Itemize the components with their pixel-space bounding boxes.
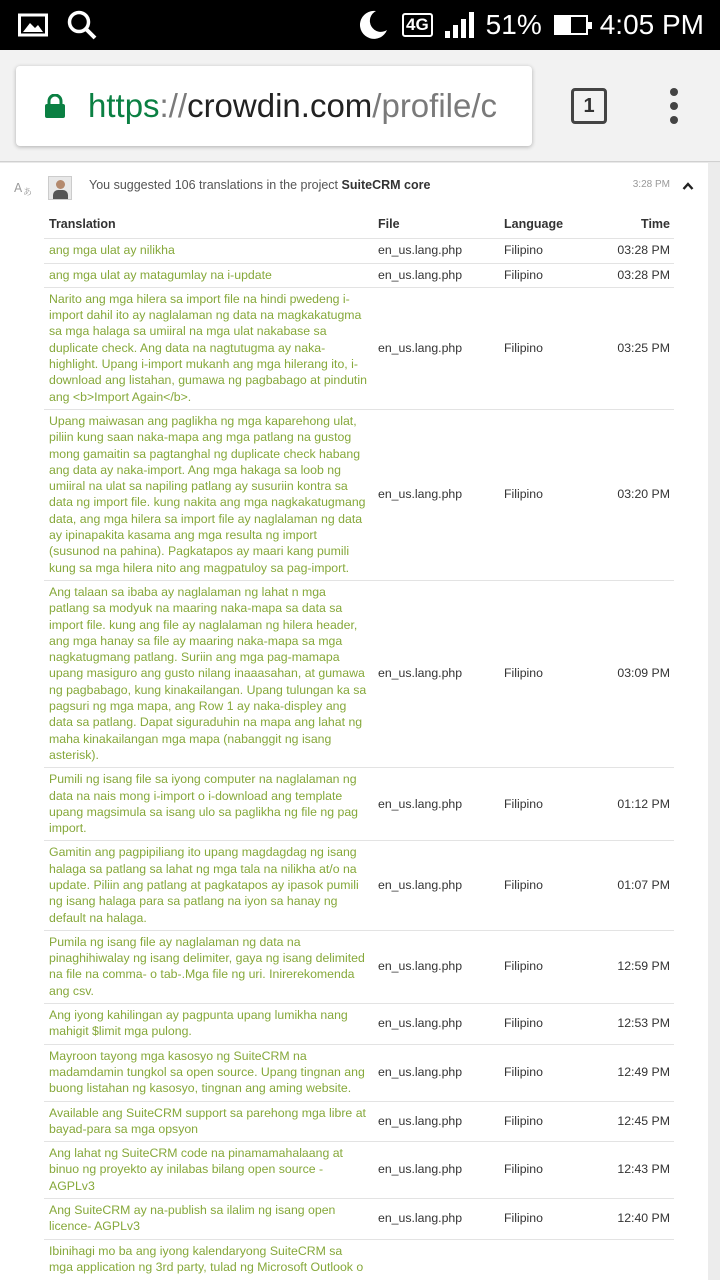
- header-translation: Translation: [49, 217, 116, 231]
- time-cell: 12:49 PM: [604, 1044, 674, 1101]
- header-language: Language: [504, 217, 564, 231]
- translation-cell[interactable]: Ang SuiteCRM ay na-publish sa ilalim ng isang open licence- AGPLv3: [44, 1199, 373, 1240]
- chevron-up-icon[interactable]: [682, 180, 694, 192]
- language-cell: Filipino: [499, 930, 604, 1003]
- language-cell: Filipino: [499, 239, 604, 263]
- translations-table: [44, 207, 674, 1279]
- translate-icon: [14, 179, 34, 197]
- time-cell: 01:07 PM: [604, 841, 674, 930]
- time-cell: 01:12 PM: [604, 768, 674, 841]
- moon-icon: [356, 8, 390, 42]
- status-right: [356, 0, 704, 50]
- url-text: [88, 86, 497, 126]
- activity-message: [89, 178, 430, 192]
- status-left: [18, 0, 98, 50]
- url-path: /profile/c: [372, 87, 498, 124]
- header-time: Time: [641, 217, 670, 231]
- time-cell: 03:09 PM: [604, 580, 674, 767]
- table-row: [44, 1101, 674, 1142]
- avatar[interactable]: [48, 176, 72, 200]
- page-content: [0, 163, 720, 1280]
- translation-cell[interactable]: Gamitin ang pagpipiliang ito upang magdagdag ng isang halaga sa patlang sa lahat ng mga tala na nilikha at/o na update. Piliin ang patlang at pagkatapos ay ipasok pumili ng isang halaga para sa patlang na iyon sa hanay ng default na halaga.: [44, 841, 373, 930]
- file-cell: en_us.lang.php: [373, 1004, 499, 1045]
- signal-icon: [445, 12, 474, 38]
- time-cell: 03:28 PM: [604, 239, 674, 263]
- language-cell: Filipino: [499, 768, 604, 841]
- file-cell: en_us.lang.php: [373, 239, 499, 263]
- menu-dot: [670, 102, 678, 110]
- file-cell: en_us.lang.php: [373, 409, 499, 580]
- file-cell: en_us.lang.php: [373, 1044, 499, 1101]
- table-row: [44, 1142, 674, 1199]
- file-cell: en_us.lang.php: [373, 263, 499, 287]
- time-cell: 12:53 PM: [604, 1004, 674, 1045]
- header-file: File: [378, 217, 400, 231]
- time-cell: 03:20 PM: [604, 409, 674, 580]
- file-cell: en_us.lang.php: [373, 1142, 499, 1199]
- translation-cell[interactable]: Pumili ng isang file sa iyong computer na naglalaman ng data na nais mong i-import o i-download ang template upang magsimula sa isang ulo sa paglikha ng file ng pag import.: [44, 768, 373, 841]
- battery-fill: [556, 17, 571, 33]
- svg-text:A: A: [14, 181, 23, 195]
- table-row: [44, 841, 674, 930]
- table-row: [44, 580, 674, 767]
- translation-cell[interactable]: Upang maiwasan ang paglikha ng mga kaparehong ulat, piliin kung saan naka-mapa ang mga patlang na gustog mong gamaitin sa pagtanghal ng duplicate check habang ang data ay naka-import. Ang mga hakaga sa loob ng umiiral na ulat sa napiling patlang ay susuriin kontra sa data ng import file. kung nakita ang mga nagkakatugmang data, ang mga hilera sa import file ay naglalaman ng data ay ipinapakita kasama ang mga resulta ng import (susunod na pahina). Pagkatapos ay maari kang pumili kung sa mga hilera nito ang magpatuloy sa pag-import.: [44, 409, 373, 580]
- language-cell: Filipino: [499, 1142, 604, 1199]
- table-row: [44, 930, 674, 1003]
- table-row: [44, 1044, 674, 1101]
- language-cell: Filipino: [499, 841, 604, 930]
- activity-message-text: You suggested 106 translations in the project: [89, 178, 339, 192]
- time-cell: 12:40 PM: [604, 1199, 674, 1240]
- language-cell: [499, 1239, 604, 1279]
- translation-cell[interactable]: Available ang SuiteCRM support sa parehong mga libre at bayad-para sa mga opsyon: [44, 1101, 373, 1142]
- address-bar[interactable]: [16, 66, 532, 146]
- lock-icon: [44, 94, 66, 118]
- time-cell: 03:25 PM: [604, 287, 674, 409]
- menu-dot: [670, 88, 678, 96]
- file-cell: en_us.lang.php: [373, 841, 499, 930]
- file-cell: en_us.lang.php: [373, 287, 499, 409]
- url-scheme: https: [88, 87, 160, 124]
- overflow-menu-button[interactable]: [664, 88, 684, 124]
- status-bar: [0, 0, 720, 50]
- language-cell: Filipino: [499, 1101, 604, 1142]
- right-gutter: [708, 163, 720, 1280]
- language-cell: Filipino: [499, 1004, 604, 1045]
- translation-cell[interactable]: Ang talaan sa ibaba ay naglalaman ng lahat n mga patlang sa modyuk na maaring naka-mapa sa data sa import file. kung ang file ay naglalaman ng hilera header, ang mga hanay sa file ay maaring naka-mapa sa mga nagkatugmang patlang. Suriin ang mga pag-mamapa upang masiguro ang gusto nilang inaaasahan, at gumawa ng pagbabago, kung kinakailangan. Upang tulungan ka sa pagsuri ng mga mapa, ang Row 1 ay naka-displey ang data sa patlang. Dapat siguraduhin na mapa ang lahat ng maha kinakailangan mga mapa (nabanggit ng isang asterisk).: [44, 580, 373, 767]
- time-cell: [604, 1239, 674, 1279]
- url-host: crowdin.com: [187, 87, 373, 124]
- time-cell: 12:45 PM: [604, 1101, 674, 1142]
- translation-cell[interactable]: ang mga ulat ay nilikha: [44, 239, 373, 263]
- status-time: 4:05 PM: [599, 9, 704, 40]
- table-header-row: [44, 207, 674, 239]
- battery-icon: [554, 15, 588, 35]
- table-row: [44, 263, 674, 287]
- battery-percent: 51%: [485, 9, 542, 40]
- file-cell: en_us.lang.php: [373, 768, 499, 841]
- file-cell: en_us.lang.php: [373, 1101, 499, 1142]
- menu-dot: [670, 116, 678, 124]
- table-row: [44, 287, 674, 409]
- tab-count: 1: [583, 94, 595, 117]
- translation-cell[interactable]: Ang lahat ng SuiteCRM code na pinamamahalaang at binuo ng proyekto ay inilabas bilang open source - AGPLv3: [44, 1142, 373, 1199]
- table-row: [44, 239, 674, 263]
- tab-switcher-button[interactable]: [571, 88, 607, 124]
- url-separator: ://: [159, 87, 188, 124]
- translation-cell[interactable]: Ibinihagi mo ba ang iyong kalendaryong SuiteCRM sa mga application ng 3rd party, tulad ng Microsoft Outlook o: [44, 1239, 373, 1279]
- time-cell: 12:59 PM: [604, 930, 674, 1003]
- image-icon: [18, 13, 48, 37]
- file-cell: en_us.lang.php: [373, 1199, 499, 1240]
- svg-text:あ: あ: [23, 188, 33, 197]
- table-row: [44, 1199, 674, 1240]
- language-cell: Filipino: [499, 580, 604, 767]
- time-cell: 12:43 PM: [604, 1142, 674, 1199]
- translation-cell[interactable]: ang mga ulat ay matagumlay na i-update: [44, 263, 373, 287]
- translation-cell[interactable]: Ang iyong kahilingan ay pagpunta upang lumikha nang mahigit $limit mga pulong.: [44, 1004, 373, 1045]
- translation-cell[interactable]: Narito ang mga hilera sa import file na hindi pwedeng i-import dahil ito ay naglalaman ng data na magkakatugma sa mga halaga sa umiiral na mga ulat nakabase sa duplicate check. Ang data na nagtutugma ay naka-highlight. Upang i-import mukanh ang mga hilerang ito, i-download ang listahan, gumawa ng pagbabago at pindutin ang <b>Import Again</b>.: [44, 287, 373, 409]
- file-cell: [373, 1239, 499, 1279]
- table-row: [44, 1239, 674, 1279]
- file-cell: en_us.lang.php: [373, 930, 499, 1003]
- table-row: [44, 409, 674, 580]
- translation-cell[interactable]: Pumila ng isang file ay naglalaman ng data na pinaghihiwalay ng isang delimiter, gaya ng isang delimited na file na comma- o tab-.Mga file ng uri. Inirerekomenda ang csv.: [44, 930, 373, 1003]
- table-row: [44, 768, 674, 841]
- language-cell: Filipino: [499, 287, 604, 409]
- search-icon: [66, 9, 98, 41]
- project-link[interactable]: SuiteCRM core: [341, 178, 431, 192]
- language-cell: Filipino: [499, 1044, 604, 1101]
- language-cell: Filipino: [499, 1199, 604, 1240]
- language-cell: Filipino: [499, 409, 604, 580]
- browser-toolbar: [0, 50, 720, 162]
- translation-cell[interactable]: Mayroon tayong mga kasosyo ng SuiteCRM na madamdamin tungkol sa open source. Upang tingnan ang buong listahan ng kasosyo, tingnan ang aming website.: [44, 1044, 373, 1101]
- file-cell: en_us.lang.php: [373, 580, 499, 767]
- activity-time: 3:28 PM: [632, 179, 670, 190]
- network-type: 4G: [402, 13, 433, 37]
- language-cell: Filipino: [499, 263, 604, 287]
- time-cell: 03:28 PM: [604, 263, 674, 287]
- table-row: [44, 1004, 674, 1045]
